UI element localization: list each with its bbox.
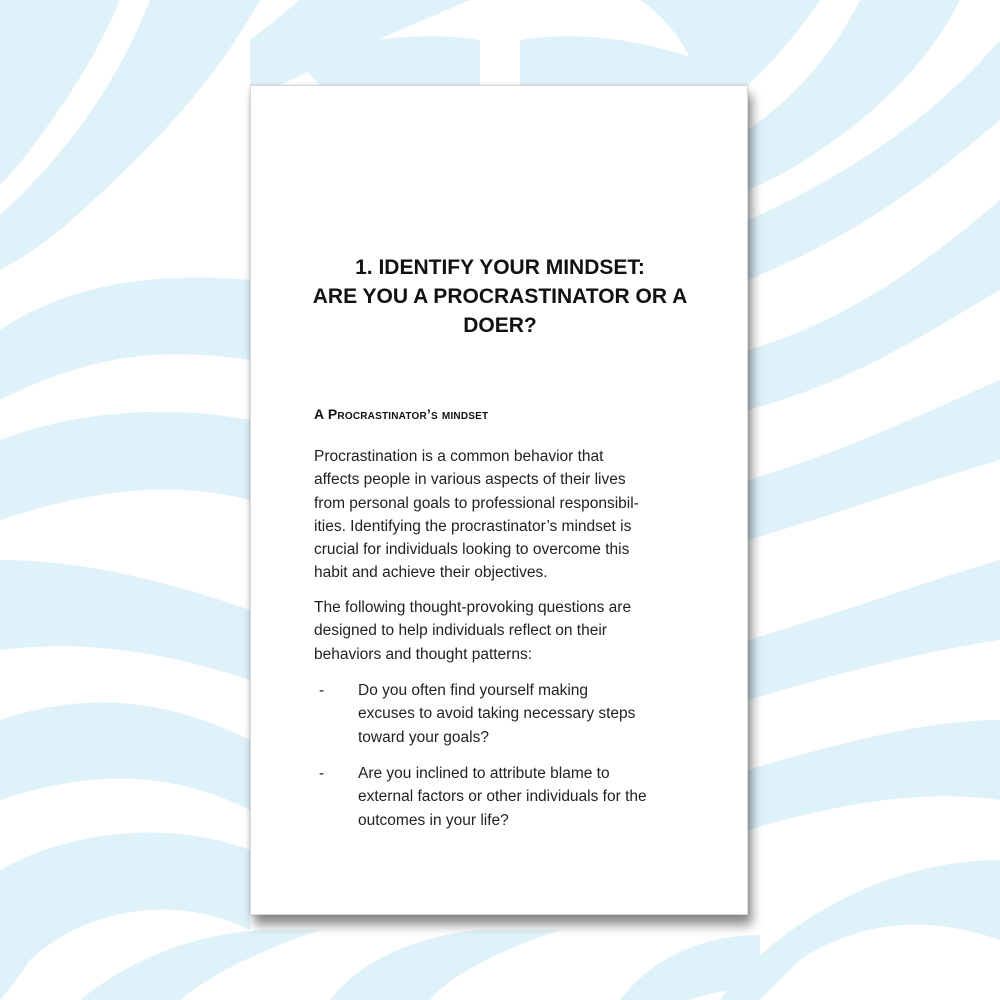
paragraph-line: The following thought-provoking questions are	[314, 599, 632, 616]
paragraph-line: designed to help individuals reflect on their	[314, 622, 607, 640]
chapter-title	[251, 253, 749, 340]
paragraph-line: crucial for individuals looking to overcome this	[314, 541, 630, 559]
chapter-title-line: ARE YOU A PROCRASTINATOR OR A	[312, 285, 688, 308]
paragraph-line: affects people in various aspects of their lives	[314, 471, 626, 489]
paragraph-line: Procrastination is a common behavior that	[314, 448, 604, 465]
paragraph-line: behaviors and thought patterns:	[314, 645, 533, 663]
list-item-text	[358, 762, 693, 832]
paragraph-line: from personal goals to professional responsibil-	[314, 494, 639, 512]
chapter-title-line: 1. IDENTIFY YOUR MINDSET:	[355, 256, 645, 279]
intro-paragraph	[314, 445, 689, 585]
book-page	[250, 85, 748, 915]
chapter-title-line: DOER?	[463, 314, 537, 337]
list-item-line: external factors or other individuals for the	[358, 788, 647, 806]
bullet-marker: -	[319, 765, 325, 782]
questions-intro-paragraph	[314, 596, 689, 666]
section-heading: A Procrastinator’s mindset	[314, 406, 489, 422]
bullet-marker: -	[319, 682, 325, 699]
paragraph-line: ities. Identifying the procrastinator’s mindset is	[314, 517, 632, 535]
list-item-line: excuses to avoid taking necessary steps	[358, 705, 636, 723]
list-item-line: Are you inclined to attribute blame to	[358, 765, 610, 782]
paragraph-line: habit and achieve their objectives.	[314, 564, 548, 582]
list-item-text	[358, 679, 693, 749]
list-item-line: toward your goals?	[358, 728, 489, 746]
list-item-line: outcomes in your life?	[358, 811, 509, 829]
list-item-line: Do you often find yourself making	[358, 682, 589, 699]
